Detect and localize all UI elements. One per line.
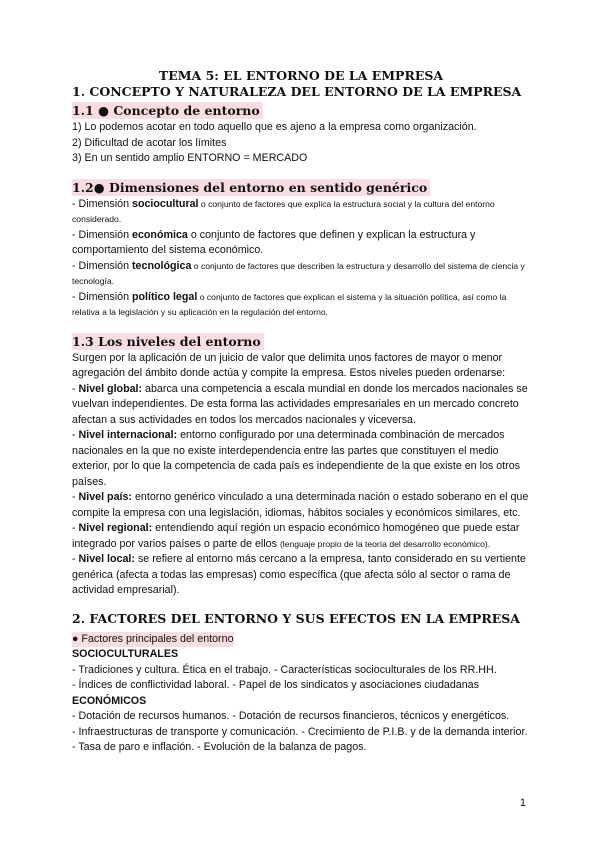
level-local: - Nivel local: se refiere al entorno más cercano a la empresa, tanto considerado en su vertiente genérica (afecta a todas las empresas) como específica (que afecta sólo al sector o rama de actividad empresarial). — [72, 553, 526, 596]
dimension-politico-legal: - Dimensión político legal o conjunto de factores que explican el sistema y la situación política, así como la relativa a la legislación y su aplicación en la regulación del entorno. — [72, 290, 507, 317]
levels-intro: Surgen por la aplicación de un juicio de valor que delimita unos factores de mayor o menor agregación del ámbito donde actúa y compite la empresa. Estos niveles pueden ordenarse: — [72, 351, 506, 379]
term-economica: económica — [132, 228, 188, 241]
list-item: - Tradiciones y cultura. Ética en el trabajo. - Características socioculturales de los RR.HH. — [72, 663, 497, 676]
list-item: - Índices de conflictividad laboral. - Papel de los sindicatos y asociaciones ciudadanas — [72, 679, 479, 691]
list-item: 3) En un sentido amplio ENTORNO = MERCADO — [72, 152, 308, 164]
socioculturales-heading: SOCIOCULTURALES — [72, 648, 179, 660]
list-item: - Dotación de recursos humanos. - Dotación de recursos financieros, técnicos y energéticos. — [72, 710, 510, 722]
list-item: 2) Dificultad de acotar los límites — [72, 136, 227, 149]
subsection-1-1-heading: 1.1 ● Concepto de entorno — [72, 102, 263, 119]
section-2-heading: 2. FACTORES DEL ENTORNO Y SUS EFECTOS EN LA EMPRESA — [72, 610, 520, 626]
term-tecnologica: tecnológica — [132, 259, 192, 272]
dimension-tecnologica: - Dimensión tecnológica o conjunto de factores que describen la estructura y desarrollo del sistema de ciencia y tecnología. — [72, 259, 525, 286]
economicos-heading: ECONÓMICOS — [72, 694, 147, 707]
level-global: - Nivel global: abarca una competencia a escala mundial en donde los mercados nacionales se vuelvan independientes. De esta forma las actividades empresariales en un mercado concreto afectan a sus actividades en todos los mercados nacionales y viceversa. — [72, 382, 528, 426]
dimension-sociocultural: - Dimensión sociocultural o conjunto de factores que explica la estructura social y la cultura del entorno considerado. — [72, 197, 495, 224]
subsection-1-2-heading: 1.2● Dimensiones del entorno en sentido genérico — [72, 179, 430, 196]
level-regional: - Nivel regional: entendiendo aquí región un espacio económico homogéneo que puede estar integrado por varios países o parte de ellos (lenguaje propio de la teoría del desarrollo económico). — [72, 522, 520, 550]
list-item: - Infraestructuras de transporte y comunicación. - Crecimiento de P.I.B. y de la demanda interior. — [72, 725, 528, 738]
level-pais: - Nivel país: entorno genérico vinculado a una determinada nación o estado soberano en el que compite la empresa con una legislación, idiomas, hábitos sociales y económicos similares, etc. — [72, 491, 529, 519]
term-politico-legal: político legal — [132, 290, 198, 303]
dimension-economica: - Dimensión económica o conjunto de factores que definen y explican la estructura y comportamiento del sistema económico. — [72, 228, 476, 256]
level-internacional: - Nivel internacional: entorno configurado por una determinada combinación de mercados nacionales en la que no existe interdependencia entre las partes que constituyen el medio exterior, por lo que la competencia de cada país es independiente de la que existe en los otros países. — [72, 429, 520, 488]
document-title: TEMA 5: EL ENTORNO DE LA EMPRESA — [158, 68, 444, 83]
section-1-heading: 1. CONCEPTO Y NATURALEZA DEL ENTORNO DE LA EMPRESA — [72, 84, 522, 99]
factores-subheading: ● Factores principales del entorno — [72, 632, 234, 648]
document-page — [72, 68, 530, 756]
list-item: - Tasa de paro e inflación. - Evolución de la balanza de pagos. — [72, 741, 367, 753]
list-item: 1) Lo podemos acotar en todo aquello que es ajeno a la empresa como organización. — [72, 121, 477, 133]
term-sociocultural: sociocultural — [132, 197, 199, 210]
page-number: 1 — [519, 797, 526, 809]
subsection-1-3-heading: 1.3 Los niveles del entorno — [72, 333, 264, 350]
